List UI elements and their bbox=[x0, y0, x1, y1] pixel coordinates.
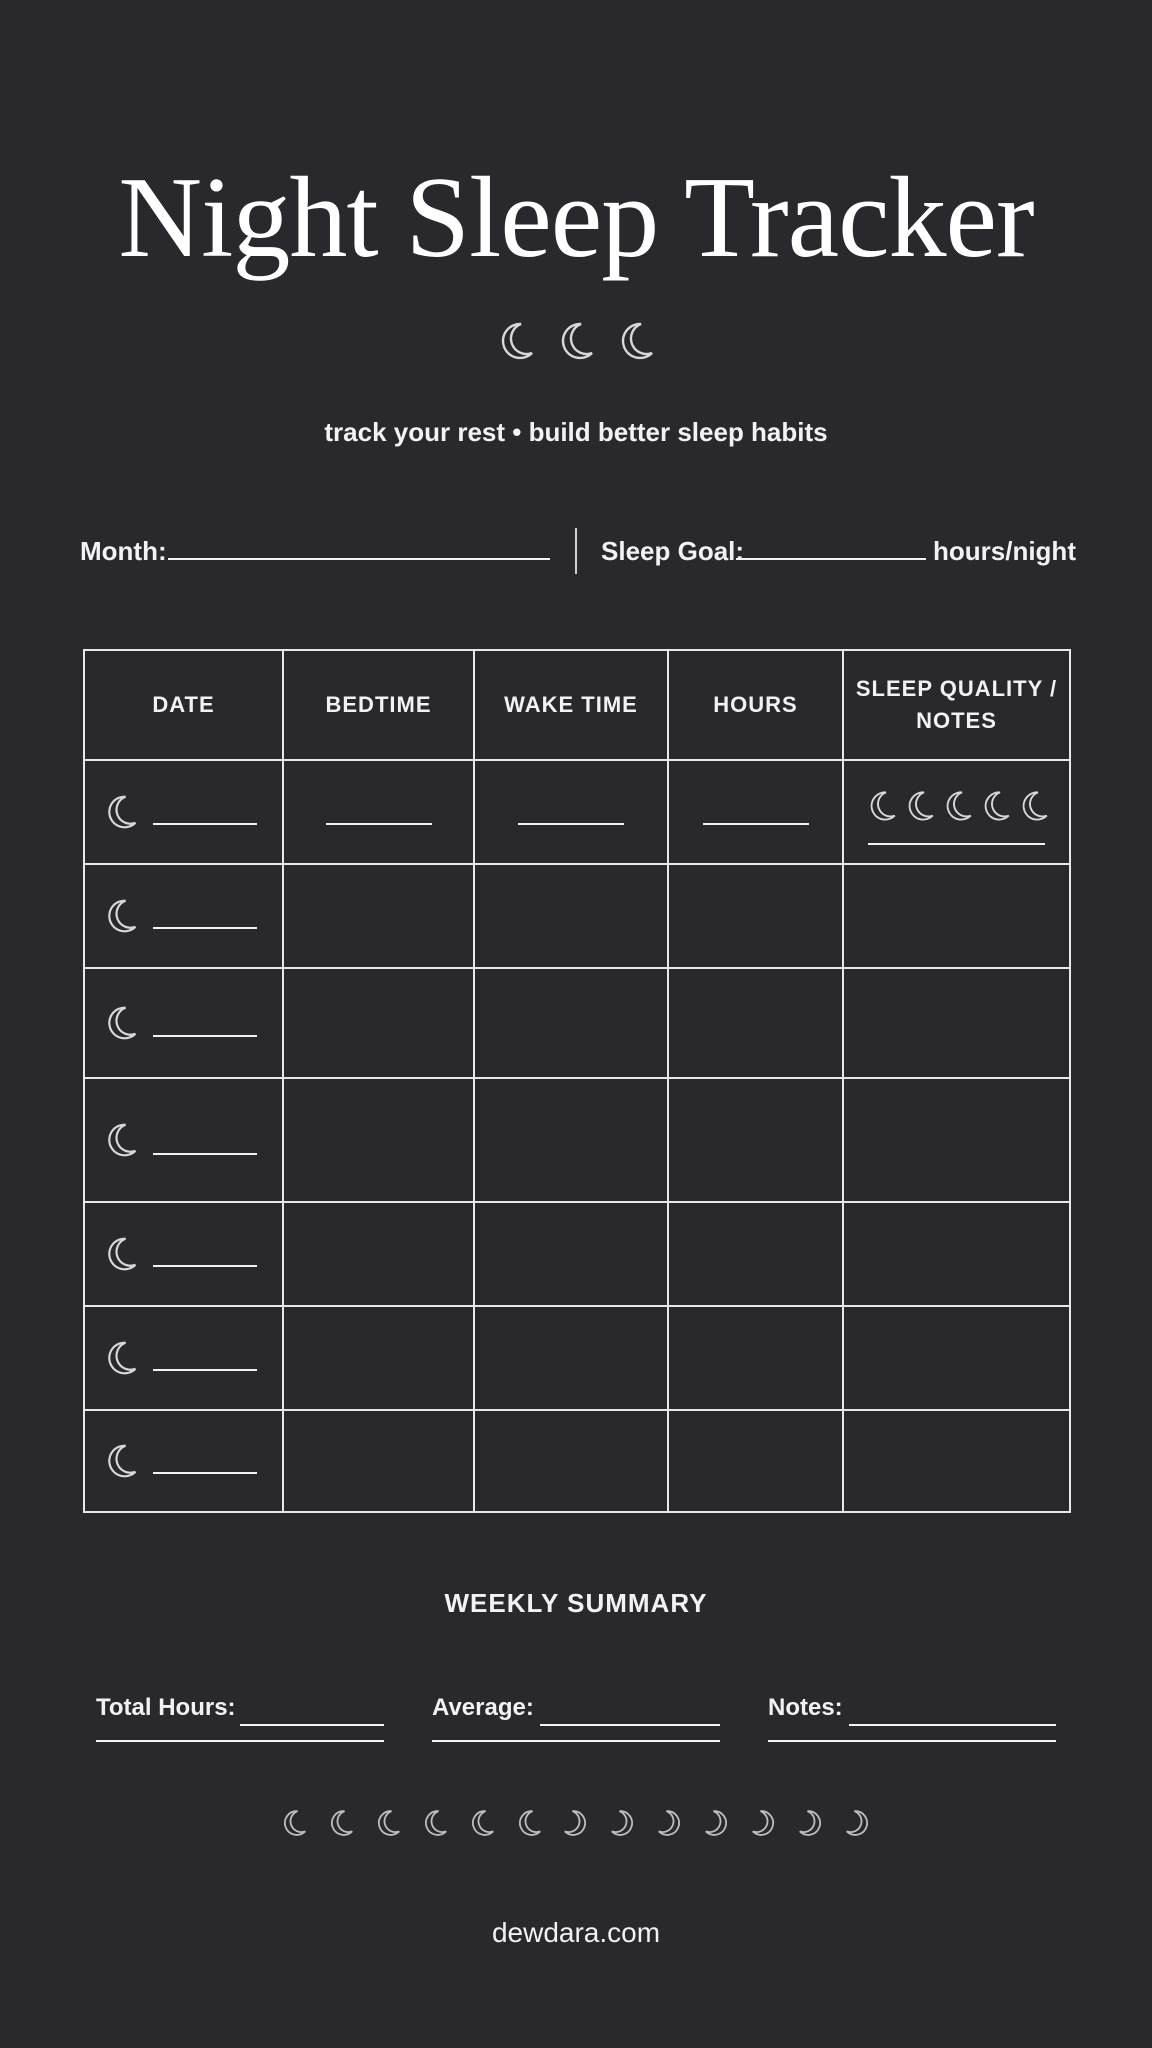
crescent-moon-icon[interactable] bbox=[980, 789, 1012, 828]
header-date: DATE bbox=[84, 650, 283, 760]
wake-time-cell[interactable] bbox=[474, 1410, 668, 1512]
sleep-goal-label: Sleep Goal: bbox=[601, 536, 745, 566]
sleep-quality-cell[interactable] bbox=[843, 1078, 1070, 1202]
total-hours-field-group bbox=[96, 1692, 384, 1742]
notes-label: Notes: bbox=[768, 1694, 843, 1721]
crescent-moon-icon bbox=[421, 1808, 449, 1843]
crescent-moon-icon bbox=[616, 320, 656, 367]
sleep-goal-unit: hours/night bbox=[933, 536, 1076, 566]
crescent-moon-icon[interactable] bbox=[866, 789, 898, 828]
table-row bbox=[84, 968, 1070, 1078]
header-wake-time: WAKE TIME bbox=[474, 650, 668, 760]
crescent-moon-icon bbox=[556, 320, 596, 367]
date-entry-line bbox=[153, 1265, 257, 1267]
bedtime-cell[interactable] bbox=[283, 760, 474, 864]
wake-time-cell[interactable] bbox=[474, 1078, 668, 1202]
header-bedtime: BEDTIME bbox=[283, 650, 474, 760]
hours-cell[interactable] bbox=[668, 968, 843, 1078]
crescent-moon-icon[interactable] bbox=[904, 789, 936, 828]
month-field[interactable] bbox=[168, 558, 550, 560]
sleep-quality-cell[interactable] bbox=[843, 760, 1070, 864]
wake-time-entry-line bbox=[518, 823, 624, 825]
meta-row bbox=[80, 528, 1076, 574]
average-field[interactable] bbox=[540, 1724, 720, 1726]
hours-cell[interactable] bbox=[668, 760, 843, 864]
header-hours: HOURS bbox=[668, 650, 843, 760]
bedtime-cell[interactable] bbox=[283, 1410, 474, 1512]
table-row bbox=[84, 1410, 1070, 1512]
table-body bbox=[84, 760, 1070, 1512]
wake-time-cell[interactable] bbox=[474, 968, 668, 1078]
wake-time-cell[interactable] bbox=[474, 864, 668, 968]
weekly-summary-heading: WEEKLY SUMMARY bbox=[444, 1588, 708, 1618]
hours-cell[interactable] bbox=[668, 1202, 843, 1306]
notes-entry-line bbox=[868, 843, 1045, 845]
date-cell[interactable] bbox=[84, 1306, 283, 1410]
average-field-group bbox=[432, 1692, 720, 1742]
crescent-moon-icon bbox=[609, 1808, 637, 1843]
date-cell[interactable] bbox=[84, 1410, 283, 1512]
date-cell[interactable] bbox=[84, 968, 283, 1078]
total-hours-field[interactable] bbox=[240, 1724, 384, 1726]
crescent-moon-icon[interactable] bbox=[1018, 789, 1050, 828]
table-row bbox=[84, 864, 1070, 968]
hours-entry-line bbox=[703, 823, 809, 825]
table-row bbox=[84, 1078, 1070, 1202]
hours-cell[interactable] bbox=[668, 1078, 843, 1202]
crescent-moon-icon bbox=[703, 1808, 731, 1843]
subtitle: track your rest • build better sleep habits bbox=[324, 417, 828, 447]
crescent-moon-icon bbox=[327, 1808, 355, 1843]
date-entry-line bbox=[153, 1153, 257, 1155]
header-sleep-quality-notes: SLEEP QUALITY / NOTES bbox=[843, 650, 1070, 760]
crescent-moon-icon bbox=[797, 1808, 825, 1843]
sleep-quality-cell[interactable] bbox=[843, 1410, 1070, 1512]
date-cell[interactable] bbox=[84, 1078, 283, 1202]
crescent-moon-icon bbox=[562, 1808, 590, 1843]
wake-time-cell[interactable] bbox=[474, 1202, 668, 1306]
notes-underline bbox=[768, 1740, 1056, 1742]
date-entry-line bbox=[153, 1035, 257, 1037]
crescent-moon-icon bbox=[844, 1808, 872, 1843]
hours-cell[interactable] bbox=[668, 1306, 843, 1410]
average-label: Average: bbox=[432, 1694, 534, 1721]
date-entry-line bbox=[153, 1472, 257, 1474]
bedtime-cell[interactable] bbox=[283, 864, 474, 968]
crescent-moon-icon bbox=[515, 1808, 543, 1843]
date-entry-line bbox=[153, 823, 257, 825]
notes-field[interactable] bbox=[849, 1724, 1056, 1726]
sleep-log-table bbox=[83, 649, 1071, 1513]
bedtime-cell[interactable] bbox=[283, 968, 474, 1078]
hours-cell[interactable] bbox=[668, 864, 843, 968]
title-moons bbox=[0, 320, 1152, 367]
table-row bbox=[84, 1202, 1070, 1306]
average-underline bbox=[432, 1740, 720, 1742]
crescent-moon-icon bbox=[374, 1808, 402, 1843]
crescent-moon-icon bbox=[468, 1808, 496, 1843]
footer-website[interactable]: dewdara.com bbox=[491, 1917, 661, 1948]
sleep-quality-cell[interactable] bbox=[843, 1306, 1070, 1410]
sleep-quality-cell[interactable] bbox=[843, 864, 1070, 968]
bedtime-cell[interactable] bbox=[283, 1078, 474, 1202]
wake-time-cell[interactable] bbox=[474, 1306, 668, 1410]
page-title: Night Sleep Tracker bbox=[118, 154, 1034, 282]
table-header-row bbox=[84, 650, 1070, 760]
date-entry-line bbox=[153, 1369, 257, 1371]
total-hours-underline bbox=[96, 1740, 384, 1742]
meta-divider bbox=[575, 528, 577, 574]
bedtime-entry-line bbox=[326, 823, 432, 825]
crescent-moon-icon bbox=[750, 1808, 778, 1843]
crescent-moon-icon bbox=[496, 320, 536, 367]
bedtime-cell[interactable] bbox=[283, 1202, 474, 1306]
total-hours-label: Total Hours: bbox=[96, 1694, 236, 1721]
hours-cell[interactable] bbox=[668, 1410, 843, 1512]
date-cell[interactable] bbox=[84, 864, 283, 968]
crescent-moon-icon[interactable] bbox=[942, 789, 974, 828]
crescent-moon-icon bbox=[656, 1808, 684, 1843]
notes-field-group bbox=[768, 1692, 1056, 1742]
date-entry-line bbox=[153, 927, 257, 929]
sleep-goal-field[interactable] bbox=[736, 558, 926, 560]
moon-phase-border bbox=[0, 1808, 1152, 1843]
crescent-moon-icon bbox=[280, 1808, 308, 1843]
sleep-quality-cell[interactable] bbox=[843, 1202, 1070, 1306]
bedtime-cell[interactable] bbox=[283, 1306, 474, 1410]
wake-time-cell[interactable] bbox=[474, 760, 668, 864]
sleep-quality-cell[interactable] bbox=[843, 968, 1070, 1078]
month-label: Month: bbox=[80, 536, 167, 566]
table-row bbox=[84, 1306, 1070, 1410]
quality-rating[interactable] bbox=[866, 789, 1050, 828]
date-cell[interactable] bbox=[84, 760, 283, 864]
table-row bbox=[84, 760, 1070, 864]
date-cell[interactable] bbox=[84, 1202, 283, 1306]
